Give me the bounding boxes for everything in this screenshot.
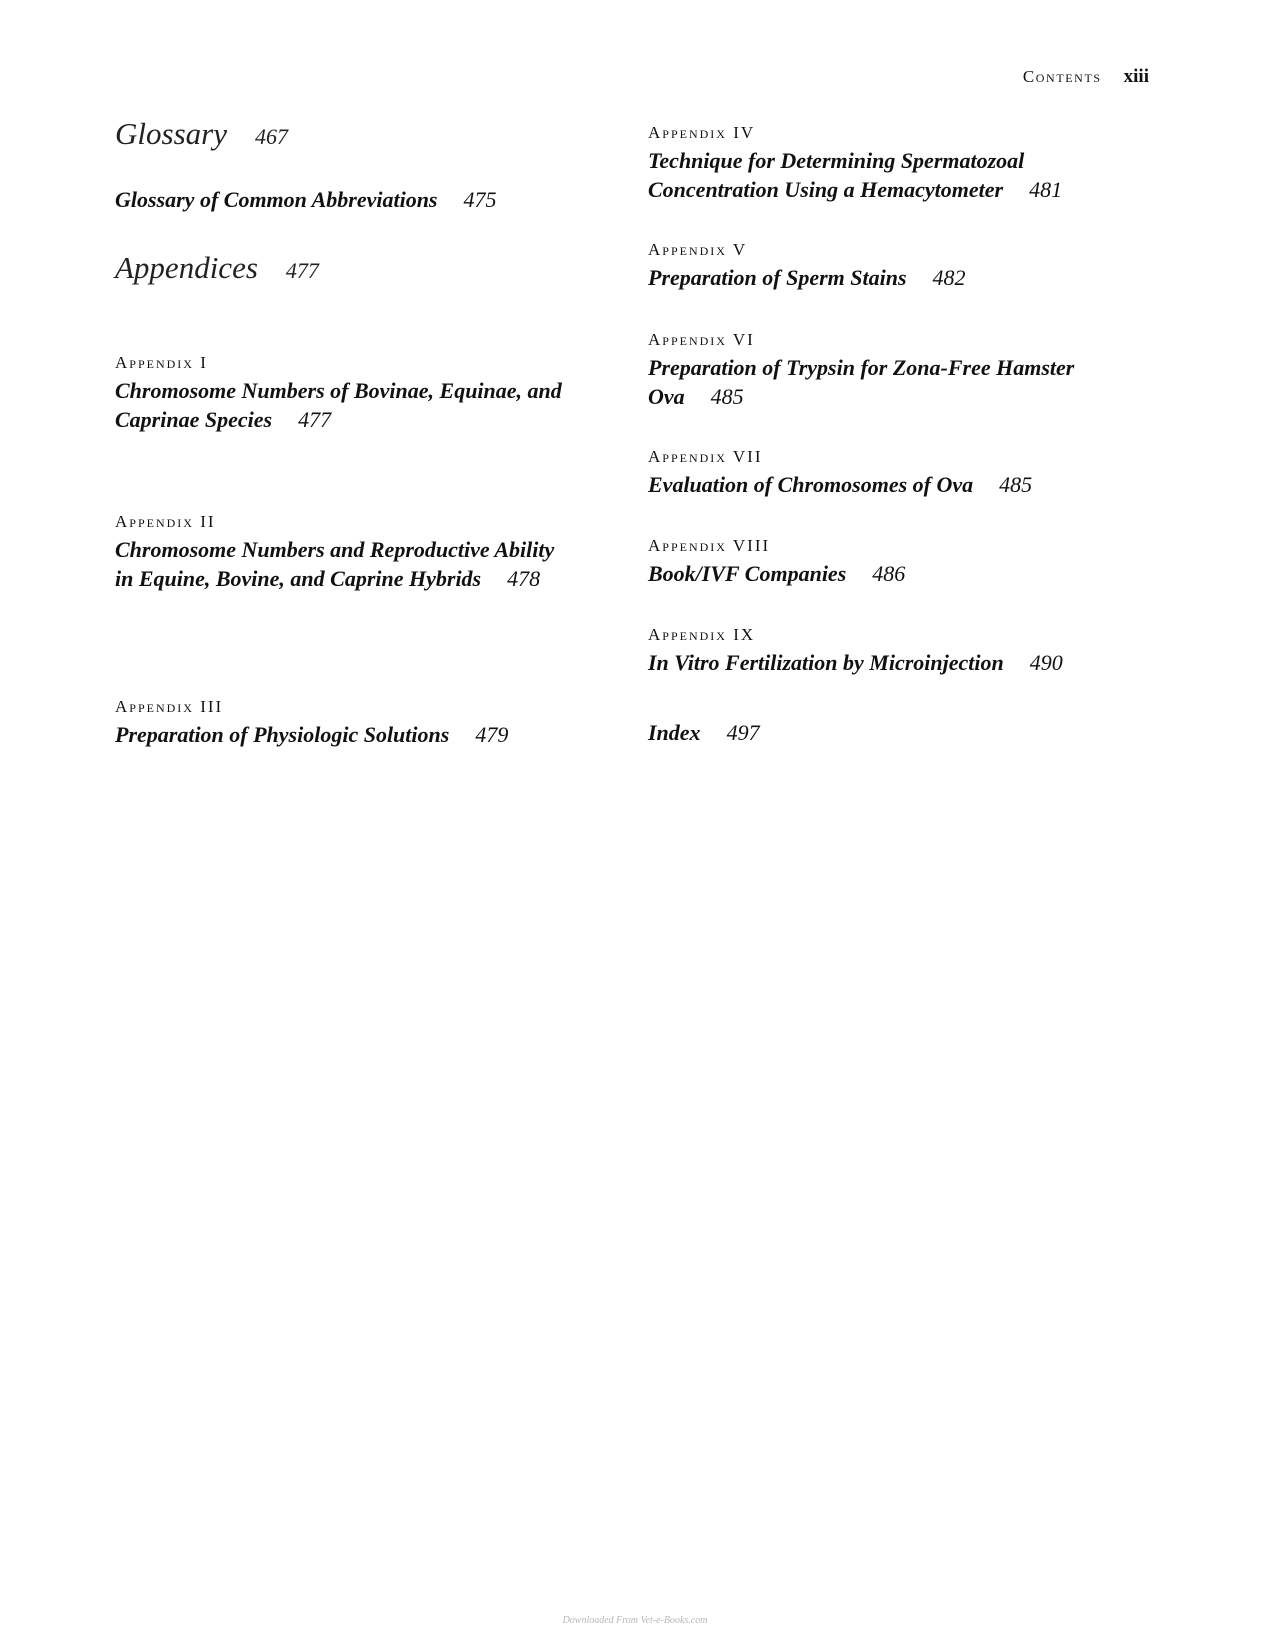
- entry-page-number: 486: [872, 561, 906, 586]
- appendix-label: Appendix V: [648, 240, 748, 259]
- entry-title: Glossary of Common Abbreviations: [115, 187, 438, 212]
- toc-entry-appendix-9[interactable]: [648, 625, 1118, 677]
- entry-page-number: 485: [999, 472, 1033, 497]
- entry-title-line: [648, 718, 1118, 747]
- entry-page-number: 478: [507, 566, 541, 591]
- entry-page-number: 497: [726, 720, 760, 745]
- entry-title-line: [648, 470, 1118, 499]
- entry-page-number: 477: [285, 258, 319, 283]
- running-head: [1023, 66, 1149, 88]
- entry-title: Glossary: [115, 116, 227, 151]
- entry-page-number: 475: [463, 187, 497, 212]
- toc-entry-appendix-8[interactable]: [648, 536, 1118, 588]
- toc-entry-glossary-abbreviations[interactable]: [115, 185, 585, 214]
- entry-title: Index: [648, 720, 701, 745]
- toc-entry-appendix-5[interactable]: [648, 240, 1118, 292]
- appendix-label: Appendix I: [115, 353, 208, 372]
- entry-title-line: [115, 376, 585, 434]
- entry-page-number: 467: [254, 124, 288, 149]
- entry-title-line: [115, 535, 560, 593]
- entry-page-number: 481: [1029, 177, 1063, 202]
- entry-title-line: [648, 559, 1118, 588]
- entry-page-number: 485: [710, 384, 744, 409]
- toc-entry-index[interactable]: [648, 718, 1118, 747]
- appendix-label: Appendix II: [115, 512, 216, 531]
- toc-entry-appendix-4[interactable]: [648, 123, 1118, 204]
- entry-title: Chromosome Numbers of Bovinae, Equinae, and Caprinae Species: [115, 378, 562, 432]
- entry-title-line: [648, 263, 1118, 292]
- toc-entry-appendix-1[interactable]: [115, 353, 585, 434]
- entry-title-line: [115, 185, 585, 214]
- entry-title: Preparation of Physiologic Solutions: [115, 722, 450, 747]
- entry-title: In Vitro Fertilization by Microinjection: [648, 650, 1004, 675]
- download-credit-watermark: Downloaded From Vet-e-Books.com: [562, 1615, 708, 1626]
- appendix-label: Appendix IV: [648, 123, 756, 142]
- toc-entry-appendices[interactable]: [115, 250, 585, 286]
- toc-entry-glossary[interactable]: [115, 116, 585, 152]
- entry-page-number: 479: [475, 722, 509, 747]
- entry-title: Book/IVF Companies: [648, 561, 847, 586]
- entry-title-line: [648, 648, 1118, 677]
- appendix-label: Appendix VIII: [648, 536, 771, 555]
- appendix-label: Appendix IX: [648, 625, 756, 644]
- toc-entry-appendix-7[interactable]: [648, 447, 1118, 499]
- running-head-label: Contents: [1022, 67, 1102, 86]
- toc-entry-appendix-6[interactable]: [648, 330, 1148, 411]
- entry-title-line: [115, 720, 585, 749]
- toc-entry-appendix-2[interactable]: [115, 512, 560, 593]
- roman-page-number: xiii: [1123, 66, 1149, 87]
- entry-title: Appendices: [115, 250, 258, 285]
- entry-title-line: [648, 353, 1148, 411]
- toc-entry-appendix-3[interactable]: [115, 697, 585, 749]
- appendix-label: Appendix III: [115, 697, 224, 716]
- entry-title: Evaluation of Chromosomes of Ova: [648, 472, 974, 497]
- entry-title: Preparation of Sperm Stains: [648, 265, 907, 290]
- entry-title: Technique for Determining Spermatozoal Concentration Using a Hemacytometer: [648, 148, 1025, 202]
- entry-title-line: [648, 146, 1118, 204]
- appendix-label: Appendix VII: [648, 447, 763, 466]
- glossary-heading: [115, 116, 585, 152]
- appendix-label: Appendix VI: [648, 330, 755, 349]
- appendices-heading: [115, 250, 585, 286]
- entry-title: Preparation of Trypsin for Zona-Free Hamster Ova: [648, 355, 1075, 409]
- entry-page-number: 477: [298, 407, 332, 432]
- entry-page-number: 490: [1029, 650, 1063, 675]
- entry-title: Chromosome Numbers and Reproductive Ability in Equine, Bovine, and Caprine Hybrids: [115, 537, 555, 591]
- entry-page-number: 482: [932, 265, 966, 290]
